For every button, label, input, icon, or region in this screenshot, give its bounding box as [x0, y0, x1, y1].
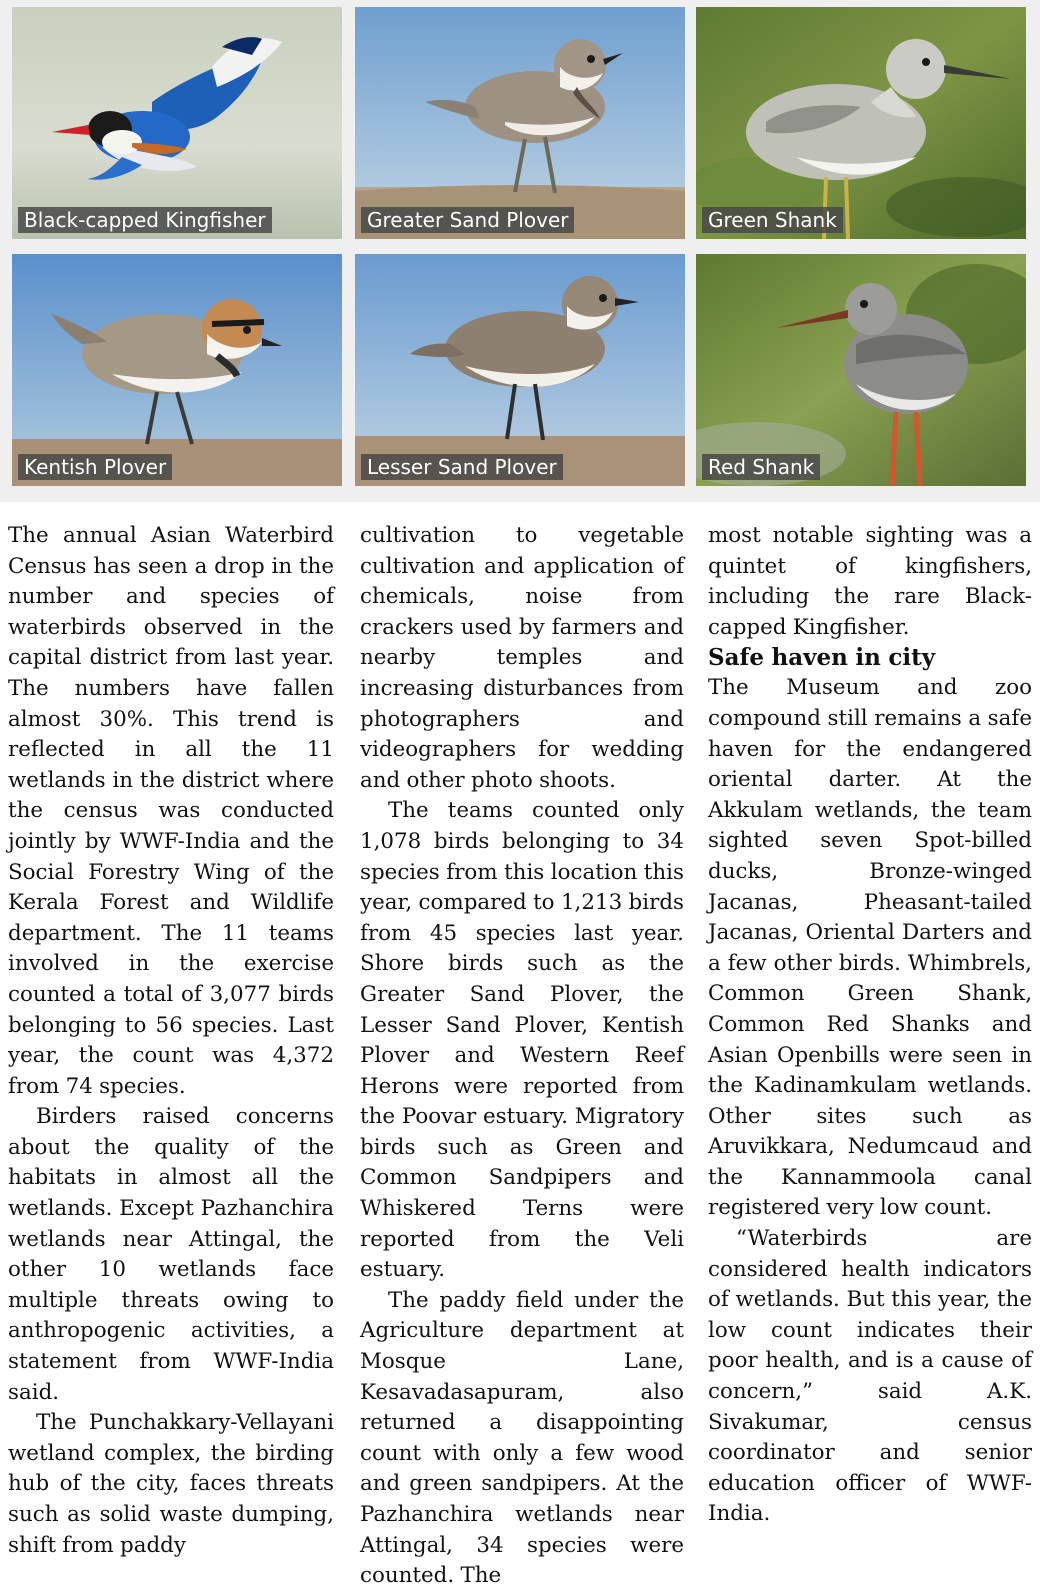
- photo-black-capped-kingfisher: [12, 7, 342, 239]
- article-column-1: [8, 521, 334, 1561]
- article-body: [0, 521, 1040, 1589]
- photo-greater-sand-plover: [355, 7, 685, 239]
- photo-caption: Red Shank: [702, 454, 820, 480]
- photo-caption: Lesser Sand Plover: [361, 454, 563, 480]
- photo-caption: Black-capped Kingfisher: [18, 207, 272, 233]
- plover-image: [12, 254, 342, 486]
- article-column-2: [360, 521, 684, 1592]
- photo-grid: [0, 0, 1040, 502]
- kingfisher-image: [12, 7, 342, 239]
- photo-kentish-plover: [12, 254, 342, 486]
- article-paragraph: The teams counted only 1,078 birds belonging to 34 species from this location this year, compared to 1,213 birds from 45 species last year. Shore birds such as the Greater Sand Plover, the Lesser Sand Plover, Kentish Plover and Western Reef Herons were reported from the Poovar estuary. Migratory birds such as Green and Common Sandpipers and Whiskered Terns were reported from the Veli estuary.: [360, 798, 684, 1283]
- shank-image: [696, 7, 1026, 239]
- article-paragraph: cultivation to vegetable cultivation and application of chemicals, noise from crackers used by farmers and nearby temples and increasing disturbances from photographers and videographers for wedding and other photo shoots.: [360, 523, 684, 793]
- plover-image: [355, 7, 685, 239]
- article-paragraph: The Museum and zoo compound still remains a safe haven for the endangered oriental darter. At the Akkulam wetlands, the team sighted seven Spot-billed ducks, Bronze-winged Jacanas, Pheasant-tailed Jacanas, Oriental Darters and a few other birds. Whimbrels, Common Green Shank, Common Red Shanks and Asian Openbills were seen in the Kadinamkulam wetlands. Other sites such as Aruvikkara, Nedumcaud and the Kannammoola canal registered very low count.: [708, 675, 1032, 1221]
- photo-caption: Green Shank: [702, 207, 843, 233]
- photo-green-shank: [696, 7, 1026, 239]
- article-paragraph: The Punchakkary-Vellayani wetland complex, the birding hub of the city, faces threats such as solid waste dumping, shift from paddy: [8, 1410, 334, 1558]
- section-subhead: Safe haven in city: [708, 644, 936, 672]
- photo-red-shank: [696, 254, 1026, 486]
- photo-lesser-sand-plover: [355, 254, 685, 486]
- article-paragraph: “Waterbirds are considered health indicators of wetlands. But this year, the low count indicates their poor health, and is a cause of concern,” said A.K. Sivakumar, census coordinator and senior education officer of WWF-India.: [708, 1226, 1032, 1527]
- article-column-3: [708, 521, 1032, 1530]
- article-paragraph: most notable sighting was a quintet of kingfishers, including the rare Black-capped Kingfisher.: [708, 523, 1032, 640]
- article-paragraph: The paddy field under the Agriculture department at Mosque Lane, Kesavadasapuram, also returned a disappointing count with only a few wood and green sandpipers. At the Pazhanchira wetlands near Attingal, 34 species were counted. The: [360, 1287, 684, 1589]
- plover-image: [355, 254, 685, 486]
- photo-caption: Kentish Plover: [18, 454, 172, 480]
- shank-image: [696, 254, 1026, 486]
- article-paragraph: Birders raised concerns about the quality of the habitats in almost all the wetlands. Except Pazhanchira wetlands near Attingal, the other 10 wetlands face multiple threats owing to anthropogenic activities, a statement from WWF-India said.: [8, 1104, 334, 1405]
- article-paragraph: The annual Asian Waterbird Census has seen a drop in the number and species of waterbirds observed in the capital district from last year. The numbers have fallen almost 30%. This trend is reflected in all the 11 wetlands in the district where the census was conducted jointly by WWF-India and the Social Forestry Wing of the Kerala Forest and Wildlife department. The 11 teams involved in the exercise counted a total of 3,077 birds belonging to 56 species. Last year, the count was 4,372 from 74 species.: [8, 523, 334, 1099]
- photo-caption: Greater Sand Plover: [361, 207, 574, 233]
